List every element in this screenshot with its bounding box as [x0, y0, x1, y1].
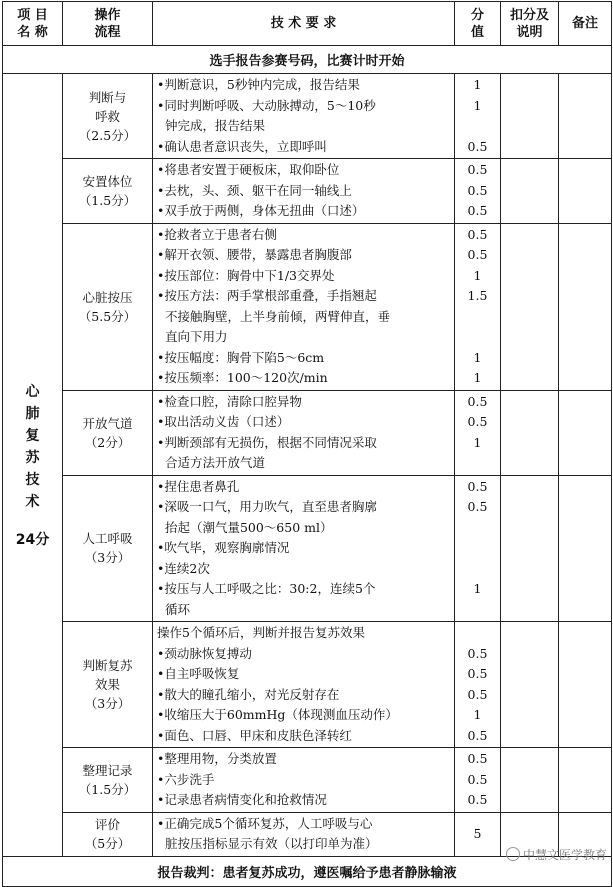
header-step: 操作 流程 [63, 2, 153, 46]
requirements-cell [153, 390, 455, 475]
deduction-cell [501, 74, 559, 159]
project-name-char: 复 [25, 427, 40, 444]
requirement-line: 操作5个循环后，判断并报告复苏效果 [157, 625, 365, 640]
scoring-table [2, 1, 612, 887]
point-value: 0.5 [467, 393, 488, 409]
requirements-cell [153, 74, 455, 159]
point-value: 1 [473, 267, 482, 283]
section-row [3, 159, 612, 224]
project-name-char: 技 [25, 471, 40, 488]
requirement-line: •按压与人工呼吸之比：30:2，连续5个 [157, 581, 376, 596]
header-project: 项 目 名 称 [3, 2, 63, 46]
section-row [3, 622, 612, 748]
step-label: 心脏按压 [82, 289, 133, 305]
deduction-cell [501, 223, 559, 390]
step-cell [63, 223, 153, 390]
project-name-char: 苏 [25, 449, 40, 466]
points-cell [455, 159, 501, 224]
point-value [455, 116, 500, 137]
step-label: （2分） [84, 434, 131, 450]
project-name-char: 心 [25, 383, 40, 400]
point-value: 0.5 [467, 645, 488, 661]
step-cell [63, 159, 153, 224]
step-cell [63, 748, 153, 813]
requirement-line: •判断颈部有无损伤，根据不同情况采取 [157, 434, 377, 450]
point-value [455, 327, 500, 348]
requirement-line: •面色、口唇、甲床和皮肤色泽转红 [157, 727, 352, 743]
requirement-line: •抢救者立于患者右侧 [157, 226, 277, 242]
section-row [3, 223, 612, 390]
requirement-line: •自主呼吸恢复 [157, 666, 240, 681]
step-label: 判断与 [88, 89, 127, 105]
point-value: 1 [473, 581, 482, 596]
point-value: 1 [473, 707, 482, 722]
section-row [3, 74, 612, 159]
requirement-line: •解开衣领、腰带，暴露患者胸腹部 [157, 247, 352, 262]
point-value: 0.5 [467, 771, 488, 787]
step-label: 效果 [94, 677, 120, 692]
note-cell [559, 74, 612, 159]
point-value: 0.5 [467, 686, 488, 702]
point-value: 1 [473, 97, 482, 113]
requirements-cell [153, 475, 455, 622]
deduction-cell [501, 475, 559, 622]
point-value [455, 518, 500, 539]
point-value [455, 538, 500, 559]
requirements-cell [153, 622, 455, 748]
requirement-line: •正确完成5个循环复苏，人工呼吸与心 [157, 815, 373, 831]
requirement-line: •将患者安置于硬板床，取仰卧位 [157, 162, 340, 177]
requirements-cell [153, 223, 455, 390]
requirement-line: •六步洗手 [157, 771, 215, 787]
step-label: （3分） [84, 696, 131, 711]
step-label: （5.5分） [78, 308, 137, 324]
header-requirements: 技 术 要 求 [153, 2, 455, 46]
start-banner-row [3, 46, 612, 74]
watermark-icon [506, 847, 520, 861]
step-cell [63, 812, 153, 856]
step-label: 安置体位 [82, 173, 133, 189]
requirements-cell [153, 159, 455, 224]
requirement-line: 合适方法开放气道 [157, 455, 265, 470]
deduction-cell [501, 622, 559, 748]
step-cell [63, 74, 153, 159]
requirement-line: 钟完成，报告结果 [157, 118, 265, 133]
step-cell [63, 475, 153, 622]
requirement-line: 抬起（潮气量500～650 ml） [157, 519, 333, 535]
step-label: 人工呼吸 [82, 531, 133, 547]
point-value: 0.5 [467, 203, 488, 218]
points-cell [455, 223, 501, 390]
requirement-line: •收缩压大于60mmHg（体现测血压动作） [157, 707, 398, 722]
point-value [455, 307, 500, 328]
point-value: 0.5 [467, 478, 488, 494]
requirement-line: 循环 [157, 601, 190, 617]
step-label: 评价 [94, 817, 120, 832]
header-deduction: 扣分及 说明 [501, 2, 559, 46]
requirement-line: •按压幅度：胸骨下陷5～6cm [157, 349, 325, 365]
points-cell [455, 74, 501, 159]
requirement-line: •检查口腔，清除口腔异物 [157, 393, 302, 409]
point-value: 1 [473, 370, 482, 385]
requirement-line: 不接触胸壁，上半身前倾，两臂伸直，垂 [157, 308, 390, 324]
requirement-line: •双手放于两侧，身体无扭曲（口述） [157, 203, 365, 218]
note-cell [559, 390, 612, 475]
header-row [3, 2, 612, 46]
step-label: 呼救 [94, 108, 120, 124]
step-cell [63, 622, 153, 748]
point-value: 0.5 [467, 182, 488, 198]
requirement-line: •同时判断呼吸、大动脉搏动，5～10秒 [157, 97, 376, 113]
requirement-line: •记录患者病情变化和抢救情况 [157, 792, 327, 807]
point-value [455, 453, 500, 474]
requirement-line: •捏住患者鼻孔 [157, 478, 240, 494]
step-label: （2.5分） [78, 127, 137, 143]
requirement-line: •取出活动义齿（口述） [157, 414, 290, 429]
deduction-cell [501, 748, 559, 813]
point-value [455, 623, 500, 644]
point-value: 1 [473, 434, 482, 450]
step-label: （1.5分） [78, 192, 137, 208]
points-cell [455, 748, 501, 813]
points-cell [455, 622, 501, 748]
section-row [3, 748, 612, 813]
requirement-line: •深吸一口气，用力吹气，直至患者胸廓 [157, 499, 377, 514]
point-value: 0.5 [467, 792, 488, 807]
point-value: 1 [473, 349, 482, 365]
point-value: 1.5 [467, 288, 488, 303]
requirement-line: •散大的瞳孔缩小，对光反射存在 [157, 686, 340, 702]
requirement-line: •整理用物，分类放置 [157, 751, 277, 766]
start-banner: 选手报告参赛号码，比赛计时开始 [3, 46, 612, 74]
project-name-char: 肺 [25, 405, 40, 422]
point-value: 0.5 [467, 247, 488, 262]
note-cell [559, 622, 612, 748]
step-label: （3分） [84, 550, 131, 566]
step-label: 整理记录 [82, 762, 133, 778]
point-value: 0.5 [467, 226, 488, 242]
header-note: 备注 [559, 2, 612, 46]
watermark: 中慧文医学教育 [506, 846, 607, 863]
requirement-line: 直向下用力 [157, 329, 228, 344]
point-value: 0.5 [467, 499, 488, 514]
point-value: 5 [473, 825, 482, 841]
requirement-line: •确认患者意识丧失，立即呼叫 [157, 138, 327, 154]
requirement-line: 脏按压指标显示有效（以打印单为准） [157, 836, 378, 851]
note-cell [559, 748, 612, 813]
deduction-cell [501, 390, 559, 475]
points-cell [455, 390, 501, 475]
project-name-cell [3, 74, 63, 857]
point-value: 1 [473, 77, 482, 92]
requirement-line: •按压频率：100～120次/min [157, 370, 328, 385]
requirement-line: •判断意识，5秒钟内完成，报告结果 [157, 77, 360, 92]
step-label: 开放气道 [82, 415, 133, 431]
requirements-cell [153, 748, 455, 813]
header-points: 分 值 [455, 2, 501, 46]
point-value: 0.5 [467, 162, 488, 177]
points-cell [455, 475, 501, 622]
requirement-line: •吹气毕，观察胸廓情况 [157, 540, 290, 555]
point-value: 0.5 [467, 414, 488, 429]
step-label: （5分） [84, 836, 131, 851]
note-cell [559, 475, 612, 622]
section-row [3, 475, 612, 622]
project-score: 24分 [15, 531, 50, 548]
point-value: 0.5 [467, 666, 488, 681]
note-cell [559, 159, 612, 224]
point-value: 0.5 [467, 138, 488, 154]
section-row [3, 390, 612, 475]
end-banner: 报告裁判：患者复苏成功，遵医嘱给予患者静脉输液 [3, 856, 612, 886]
project-name-char: 术 [25, 493, 40, 510]
point-value [455, 559, 500, 580]
requirement-line: •按压部位：胸骨中下1/3交界处 [157, 267, 335, 283]
point-value [455, 600, 500, 621]
note-cell [559, 223, 612, 390]
step-cell [63, 390, 153, 475]
step-label: （1.5分） [78, 781, 137, 797]
requirements-cell [153, 812, 455, 856]
step-label: 判断复苏 [82, 658, 133, 673]
requirement-line: •去枕，头、颈、躯干在同一轴线上 [157, 182, 352, 198]
requirement-line: •连续2次 [157, 560, 210, 576]
requirement-line: •颈动脉恢复搏动 [157, 645, 252, 661]
points-cell [455, 812, 501, 856]
point-value: 0.5 [467, 727, 488, 743]
point-value: 0.5 [467, 751, 488, 766]
requirement-line: •按压方法：两手掌根部重叠，手指翘起 [157, 288, 377, 303]
deduction-cell [501, 159, 559, 224]
